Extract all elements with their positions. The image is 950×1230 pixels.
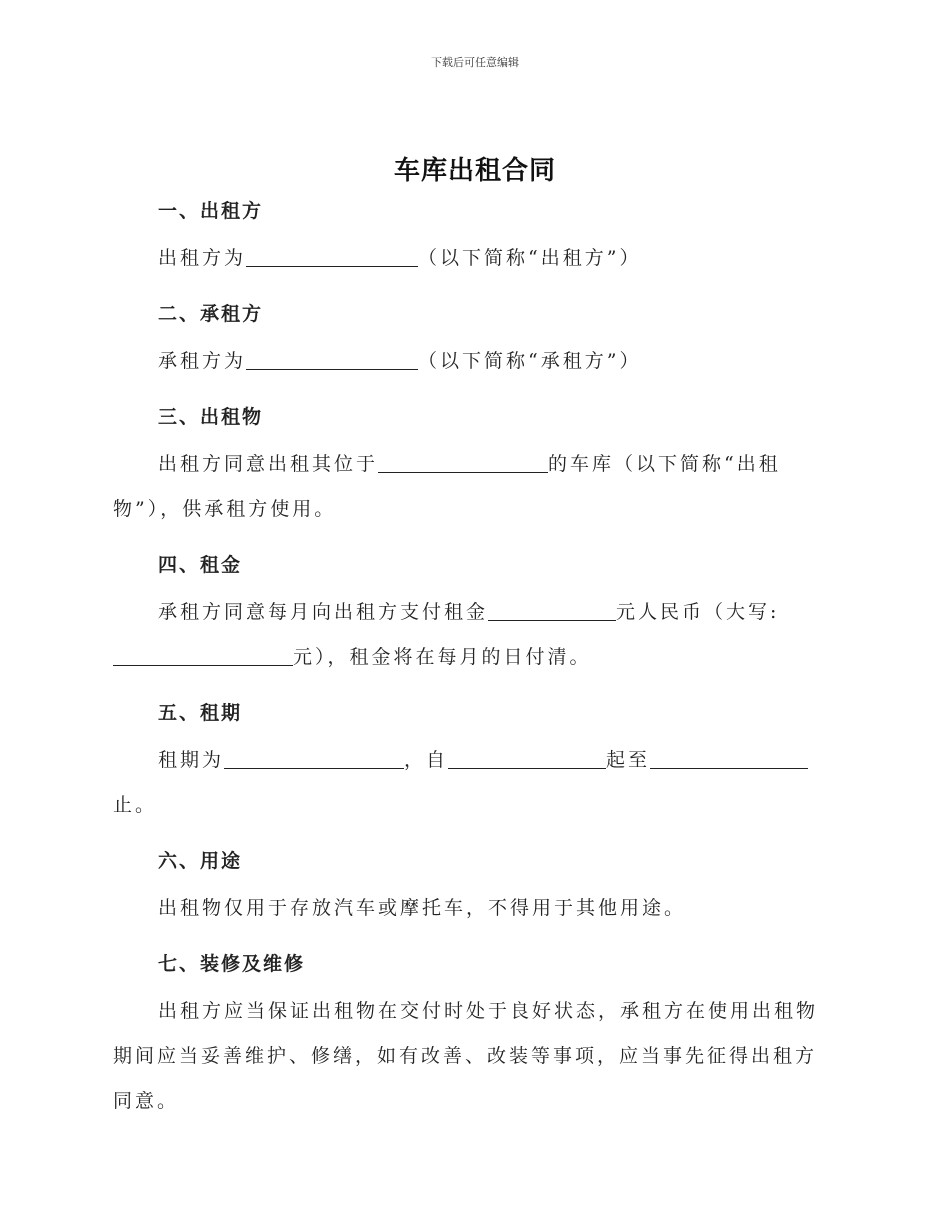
section-heading-lessee: 二、承租方	[158, 303, 264, 325]
blank-field-lease-end[interactable]	[650, 746, 808, 769]
section-heading-leased-property: 三、出租物	[158, 406, 264, 428]
section-text-part: 承租方为	[158, 350, 247, 372]
section-text-part: 止。	[113, 794, 158, 816]
section-heading-lease-term: 五、租期	[158, 702, 243, 724]
section-text-part: （以下简称“承租方”）	[418, 350, 642, 372]
section-text-part: 元），租金将在每月的日付清。	[293, 646, 592, 668]
blank-field-lease-duration[interactable]	[224, 746, 404, 769]
section-heading-lessor: 一、出租方	[158, 200, 264, 222]
page-header-note: 下载后可任意编辑	[431, 56, 519, 69]
section-text-part: 出租方为	[158, 247, 247, 269]
section-text-part: 承租方同意每月向出租方支付租金	[158, 601, 489, 623]
blank-field-garage-location[interactable]	[378, 450, 548, 473]
section-text-usage: 出租物仅用于存放汽车或摩托车，不得用于其他用途。	[158, 897, 687, 919]
section-text-maintenance: 出租方应当保证出租物在交付时处于良好状态，承租方在使用出租物期间应当妥善维护、修缮，如有改善、改装等事项，应当事先征得出租方同意。	[113, 1000, 819, 1112]
contract-body	[113, 196, 833, 1124]
section-text-lessor	[113, 236, 833, 281]
section-text-part: 租期为	[158, 749, 225, 771]
section-text-lease-term	[113, 738, 833, 828]
section-heading-rent: 四、租金	[158, 554, 243, 576]
blank-field-lease-start[interactable]	[448, 746, 606, 769]
section-text-part: 的车库（以下简称“出租物”），供承租方使用。	[113, 453, 781, 520]
section-text-leased-property	[113, 442, 833, 532]
section-text-part: 元人民币（大写:	[616, 601, 780, 623]
blank-field-rent-amount-words[interactable]	[113, 643, 293, 666]
blank-field-lessor-name[interactable]	[246, 244, 418, 267]
section-text-lessee	[113, 339, 833, 384]
section-text-part: 出租方同意出租其位于	[158, 453, 379, 475]
section-heading-maintenance: 七、装修及维修	[158, 953, 306, 975]
document-title: 车库出租合同	[393, 156, 556, 186]
blank-field-rent-amount[interactable]	[488, 598, 616, 621]
section-heading-usage: 六、用途	[158, 850, 243, 872]
section-text-rent	[113, 590, 833, 680]
blank-field-lessee-name[interactable]	[246, 347, 418, 370]
section-text-part: （以下简称“出租方”）	[418, 247, 642, 269]
section-text-part: 起至	[606, 749, 651, 771]
section-text-part: ，自	[404, 749, 449, 771]
